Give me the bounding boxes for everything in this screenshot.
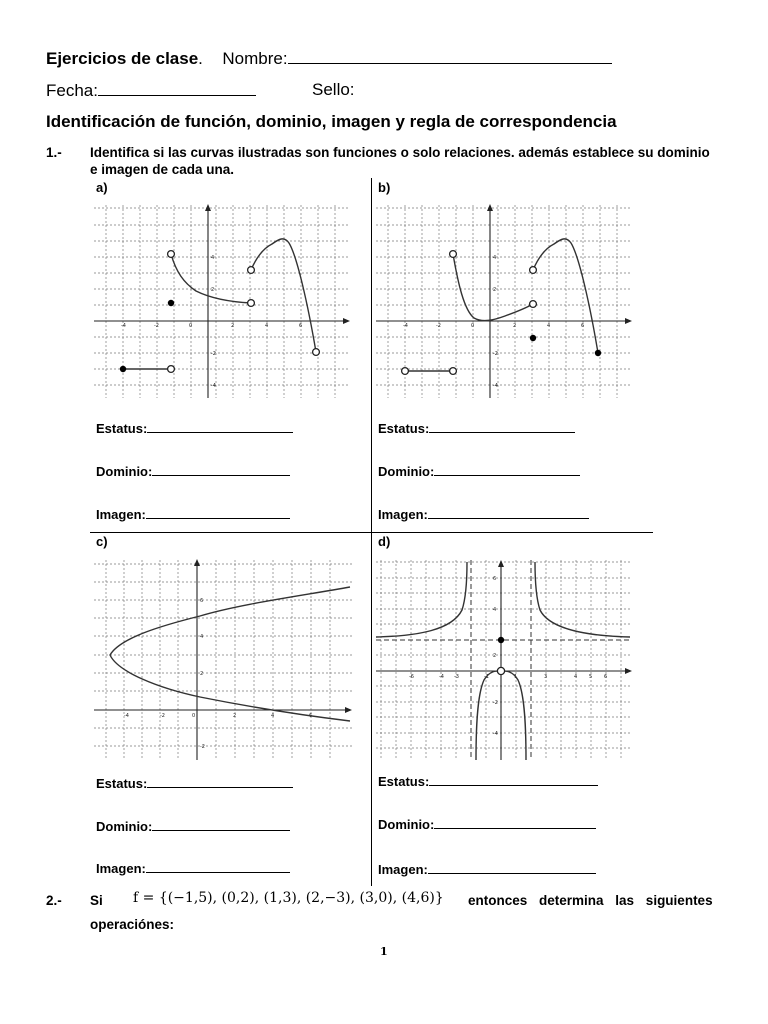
svg-text:-4: -4 xyxy=(121,323,126,329)
graph-d-branch-left xyxy=(376,562,467,637)
question-2-line2: operaciónes: xyxy=(90,917,175,932)
sello-label: Sello: xyxy=(312,80,355,99)
svg-text:-4: -4 xyxy=(439,674,444,680)
question-2-number: 2.- xyxy=(46,893,62,908)
b-dominio-label: Dominio: xyxy=(378,464,435,479)
svg-text:-4: -4 xyxy=(493,731,498,737)
graph-b-point-closed-end xyxy=(595,350,601,356)
panel-a-label: a) xyxy=(96,180,108,195)
graph-b-grid xyxy=(376,205,632,398)
graph-b-x-arrow xyxy=(625,318,632,324)
graph-d-point-closed xyxy=(498,637,504,643)
svg-text:4: 4 xyxy=(493,607,497,613)
c-dominio-row xyxy=(96,815,290,834)
c-imagen-field[interactable] xyxy=(146,857,290,873)
c-imagen-label: Imagen: xyxy=(96,861,146,876)
question-1-number: 1.- xyxy=(46,145,62,160)
svg-text:1: 1 xyxy=(514,674,518,680)
graph-a-x-arrow xyxy=(343,318,350,324)
graph-d xyxy=(375,557,633,761)
graph-b xyxy=(375,204,633,400)
graph-a-point-open-right xyxy=(248,267,255,274)
panel-c-label: c) xyxy=(96,534,108,549)
horizontal-divider xyxy=(90,532,653,533)
svg-text:4: 4 xyxy=(493,255,497,261)
header-line-1 xyxy=(46,48,612,69)
svg-text:2: 2 xyxy=(493,287,497,293)
graph-c-grid xyxy=(94,560,352,760)
graph-c-y-arrow xyxy=(194,559,200,566)
graph-b-y-arrow xyxy=(487,204,493,211)
b-imagen-field[interactable] xyxy=(428,503,589,519)
worksheet-title: Ejercicios de clase xyxy=(46,49,199,68)
title-dot: . xyxy=(198,49,203,68)
d-imagen-field[interactable] xyxy=(428,858,596,874)
svg-text:4: 4 xyxy=(265,323,269,329)
page-number: 1 xyxy=(380,945,388,958)
svg-text:-2: -2 xyxy=(493,700,498,706)
graph-a-curve-middle xyxy=(171,254,251,303)
d-imagen-label: Imagen: xyxy=(378,862,428,877)
svg-text:2: 2 xyxy=(200,671,204,677)
svg-text:-4: -4 xyxy=(403,323,408,329)
graph-b-point-open-mid-right xyxy=(530,301,537,308)
question-2-formula: f = {(−1,5), (0,2), (1,3), (2,−3), (3,0), (4,6)} xyxy=(133,890,444,906)
panel-d-label: d) xyxy=(378,534,391,549)
a-estatus-label: Estatus: xyxy=(96,421,148,436)
d-dominio-label: Dominio: xyxy=(378,817,435,832)
d-dominio-field[interactable] xyxy=(434,813,596,829)
graph-a-point-open-mid-right xyxy=(248,300,255,307)
b-imagen-label: Imagen: xyxy=(378,507,428,522)
d-imagen-row xyxy=(378,858,596,877)
d-estatus-row xyxy=(378,770,598,789)
graph-d-branch-right xyxy=(535,562,630,637)
svg-text:-4: -4 xyxy=(493,383,498,389)
svg-text:-2: -2 xyxy=(160,713,165,719)
section-title: Identificación de función, dominio, imagen y regla de correspondencia xyxy=(46,112,617,131)
panel-b-label: b) xyxy=(378,180,391,195)
graph-c xyxy=(94,557,354,761)
graph-b-point-open-left-b xyxy=(450,368,457,375)
svg-text:6: 6 xyxy=(493,576,497,582)
c-dominio-label: Dominio: xyxy=(96,819,153,834)
svg-text:-2: -2 xyxy=(154,323,159,329)
graph-b-curve-right xyxy=(533,239,598,353)
b-estatus-field[interactable] xyxy=(429,417,575,433)
c-dominio-field[interactable] xyxy=(152,815,290,831)
svg-text:0: 0 xyxy=(471,323,475,329)
svg-text:-4: -4 xyxy=(124,713,129,719)
svg-text:6: 6 xyxy=(309,713,313,719)
graph-a-point-open-mid-top xyxy=(168,251,175,258)
header-line-2 xyxy=(46,80,256,101)
b-imagen-row xyxy=(378,503,589,522)
graph-d-x-arrow xyxy=(625,668,632,674)
a-estatus-field[interactable] xyxy=(147,417,293,433)
question-1-text-line1: Identifica si las curvas ilustradas son funciones o solo relaciones. además establece su dominio xyxy=(90,145,710,160)
graph-d-grid xyxy=(376,560,632,760)
graph-b-point-open-left-a xyxy=(402,368,409,375)
graph-a-y-arrow xyxy=(205,204,211,211)
a-dominio-label: Dominio: xyxy=(96,464,153,479)
svg-text:4: 4 xyxy=(547,323,551,329)
fecha-label: Fecha: xyxy=(46,81,98,100)
graph-a-point-closed-mid xyxy=(168,300,174,306)
svg-text:0: 0 xyxy=(189,323,193,329)
svg-text:-1: -1 xyxy=(484,674,489,680)
graph-b-point-closed-below xyxy=(530,335,536,341)
graph-c-parabola xyxy=(110,587,350,721)
d-dominio-row xyxy=(378,813,596,832)
a-imagen-label: Imagen: xyxy=(96,507,146,522)
a-imagen-field[interactable] xyxy=(146,503,290,519)
graph-c-x-arrow xyxy=(345,707,352,713)
d-estatus-label: Estatus: xyxy=(378,774,430,789)
svg-text:2: 2 xyxy=(231,323,235,329)
svg-text:4: 4 xyxy=(211,255,215,261)
svg-text:2: 2 xyxy=(233,713,237,719)
svg-text:2: 2 xyxy=(211,287,215,293)
svg-text:0: 0 xyxy=(192,713,196,719)
b-dominio-field[interactable] xyxy=(434,460,580,476)
svg-text:5: 5 xyxy=(589,674,593,680)
svg-text:6: 6 xyxy=(200,598,204,604)
c-estatus-row xyxy=(96,772,293,791)
b-dominio-row xyxy=(378,460,580,479)
graph-b-point-open-mid-top xyxy=(450,251,457,258)
question-2-si: Si xyxy=(90,893,103,908)
svg-text:3: 3 xyxy=(544,674,548,680)
graph-d-tick-labels xyxy=(409,576,607,737)
svg-text:-2: -2 xyxy=(200,744,205,750)
svg-text:4: 4 xyxy=(271,713,275,719)
d-estatus-field[interactable] xyxy=(429,770,598,786)
graph-d-asymptotes xyxy=(376,560,632,760)
nombre-field[interactable] xyxy=(288,48,612,64)
svg-text:4: 4 xyxy=(574,674,578,680)
svg-text:-6: -6 xyxy=(409,674,414,680)
graph-d-point-open xyxy=(497,667,504,674)
c-imagen-row xyxy=(96,857,290,876)
svg-text:6: 6 xyxy=(299,323,303,329)
graph-a-curve-right xyxy=(251,239,316,352)
a-dominio-row xyxy=(96,460,290,479)
graph-d-y-arrow xyxy=(498,560,504,567)
nombre-label: Nombre: xyxy=(222,49,288,68)
b-estatus-label: Estatus: xyxy=(378,421,430,436)
question-2-tail: entonces determina las siguientes xyxy=(468,893,713,908)
graph-a-point-open-left xyxy=(168,366,175,373)
svg-text:2: 2 xyxy=(513,323,517,329)
b-estatus-row xyxy=(378,417,575,436)
svg-text:2: 2 xyxy=(493,653,497,659)
svg-text:-2: -2 xyxy=(493,351,498,357)
graph-a-point-closed-left xyxy=(120,366,126,372)
svg-text:-2: -2 xyxy=(211,351,216,357)
c-estatus-field[interactable] xyxy=(147,772,293,788)
question-1-text-line2: e imagen de cada una. xyxy=(90,162,235,177)
graph-c-tick-labels xyxy=(124,598,312,750)
a-dominio-field[interactable] xyxy=(152,460,290,476)
svg-text:-4: -4 xyxy=(211,383,216,389)
svg-text:4: 4 xyxy=(200,634,204,640)
svg-text:-3: -3 xyxy=(454,674,459,680)
c-estatus-label: Estatus: xyxy=(96,776,148,791)
svg-text:-2: -2 xyxy=(436,323,441,329)
graph-b-point-open-right xyxy=(530,267,537,274)
fecha-field[interactable] xyxy=(98,80,256,96)
graph-a xyxy=(94,204,352,400)
a-imagen-row xyxy=(96,503,290,522)
graph-a-point-open-end xyxy=(313,349,320,356)
a-estatus-row xyxy=(96,417,293,436)
svg-text:6: 6 xyxy=(581,323,585,329)
svg-text:6: 6 xyxy=(604,674,608,680)
